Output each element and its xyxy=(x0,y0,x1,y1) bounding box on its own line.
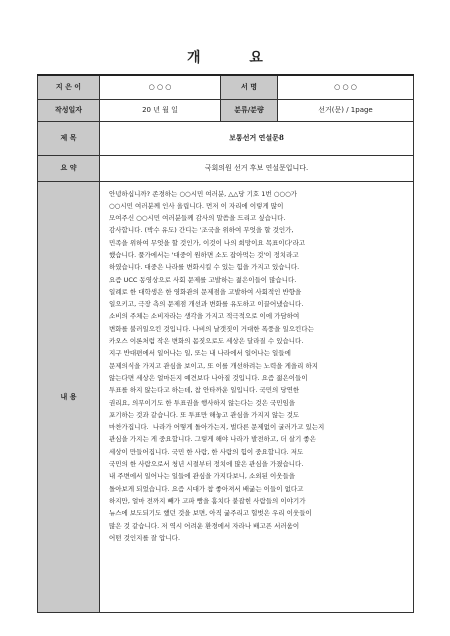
speech-line: 권리요, 의무이기도 한 투표권을 행사하지 않는다는 것은 국민임을 xyxy=(109,398,296,407)
signature-label: 서 명 xyxy=(221,75,278,99)
speech-line: 마찬가집니다. 나라가 어떻게 돌아가는지, 벌다른 문제없이 굴러가고 있는지 xyxy=(109,423,325,432)
category-value: 선거(문) / 1page xyxy=(278,99,414,121)
speech-line: 투표를 하지 않는다고 하는데, 참 안타까운 일입니다. 국민의 당연한 xyxy=(109,386,300,395)
speech-line: 내 주변에서 일어나는 일들에 관심을 가지다보니, 소외된 이웃들을 xyxy=(109,472,296,481)
speech-line: ○○시민 여러분께 인사 올립니다. 먼저 이 자리에 이렇게 많이 xyxy=(109,201,284,210)
speech-line: 뉴스에 보도되기도 했던 것을 보면, 아직 굶주리고 헐벗은 우리 이웃들이 xyxy=(109,509,312,518)
speech-line: 요즘 UCC 동영상으로 사회 문제를 고발하는 젊은이들이 많습니다. xyxy=(109,275,297,284)
speech-line: 카오스 이론처럼 작은 변화의 몸짓으로도 세상은 달라질 수 있습니다. xyxy=(109,337,304,346)
speech-line: 않는다면 세상은 얼마든지 예견보다 나아질 것입니다. 요즘 젊은이들이 xyxy=(109,373,308,382)
signature-value: ○ ○ ○ xyxy=(278,75,414,99)
content-label: 내 용 xyxy=(38,181,100,612)
speech-line: 문제의식을 가지고 관심을 보이고, 또 이를 개선하려는 노력을 게을리 하지 xyxy=(109,361,319,370)
speech-line: 포기하는 것과 같습니다. 또 투표만 해놓고 관심을 가지지 않는 것도 xyxy=(109,410,300,419)
speech-line: 어떤 것인지를 잘 압니다. xyxy=(109,533,181,542)
subject-label: 제 목 xyxy=(38,121,100,155)
summary-row xyxy=(38,155,414,181)
date-value: 20 년 월 일 xyxy=(100,99,221,121)
author-row xyxy=(38,75,414,99)
speech-line: 세상이 만들어집니다. 국민 한 사람, 한 사람의 힘이 중요합니다. 저도 xyxy=(109,447,304,456)
speech-line: 일례로 한 대학생은 한 영화관의 문제점을 고발하여 사회적인 반향을 xyxy=(109,287,302,296)
speech-line: 일으키고, 극장 측의 문제점 개선과 변화를 유도하고 이끌어냈습니다. xyxy=(109,300,304,309)
speech-line: 관심을 가지는 게 중요합니다. 그렇게 해야 나라가 발전하고, 더 살기 좋은 xyxy=(109,435,316,444)
speech-line: 안녕하십니까? 존경하는 ○○시민 여러분, △△당 기호 1번 ○○○가 xyxy=(109,189,298,198)
speech-line: 했습니다. 풀가에서는 '대중이 원하면 소도 잡아먹는 것'이 정치라고 xyxy=(109,250,299,259)
subject-row xyxy=(38,121,414,155)
speech-line: 변화를 불러일으킨 것입니다. 나비의 날갯짓이 거대한 폭풍을 일으킨다는 xyxy=(109,324,314,333)
date-row xyxy=(38,99,414,121)
summary-value: 국회의원 선거 후보 연설문입니다. xyxy=(100,155,414,181)
subject-value: 보통선거 연설문8 xyxy=(100,121,414,155)
document-table xyxy=(37,74,414,613)
speech-line: 하였습니다. 대중은 나라를 변화시킬 수 있는 힘을 가지고 있습니다. xyxy=(109,263,300,272)
speech-line: 많은 것 같습니다. 저 역시 어려운 환경에서 자라나 배고픈 서러움이 xyxy=(109,521,300,530)
author-value: ○ ○ ○ xyxy=(100,75,221,99)
content-row xyxy=(38,181,414,612)
speech-line: 모여주신 ○○시민 여러분들께 감사의 말씀을 드리고 싶습니다. xyxy=(109,214,286,223)
speech-line: 소비의 주체는 소비자라는 생각을 가지고 적극적으로 이에 가담하여 xyxy=(109,312,300,321)
content-body xyxy=(100,181,414,612)
page-title: 개 요 xyxy=(187,50,285,66)
category-label: 분류/분량 xyxy=(221,99,278,121)
speech-text xyxy=(109,188,407,545)
speech-line: 하지만, 얼마 전까지 빼가 고파 빵을 훔치다 붙잡힌 사람들의 이야기가 xyxy=(109,496,306,505)
speech-line: 국민의 한 사람으로서 청년 시절부터 정치에 많은 관심을 가졌습니다. xyxy=(109,460,304,469)
speech-line: 돌아보게 되었습니다. 요즘 시대가 참 좋아져서 배굶는 이들이 없다고 xyxy=(109,484,304,493)
speech-line: 감사합니다. (박수 유도) 간디는 '조국을 위하여 무엇을 할 것인가, xyxy=(109,226,294,235)
speech-line: 지구 반대편에서 일어나는 일, 또는 내 나라에서 일어나는 일들에 xyxy=(109,349,291,358)
speech-line: 민족을 위하여 무엇을 할 것인가, 이것이 나의 희망이요 목표이다'라고 xyxy=(109,238,306,247)
summary-label: 요 약 xyxy=(38,155,100,181)
author-label: 지 은 이 xyxy=(38,75,100,99)
date-label: 작성일자 xyxy=(38,99,100,121)
